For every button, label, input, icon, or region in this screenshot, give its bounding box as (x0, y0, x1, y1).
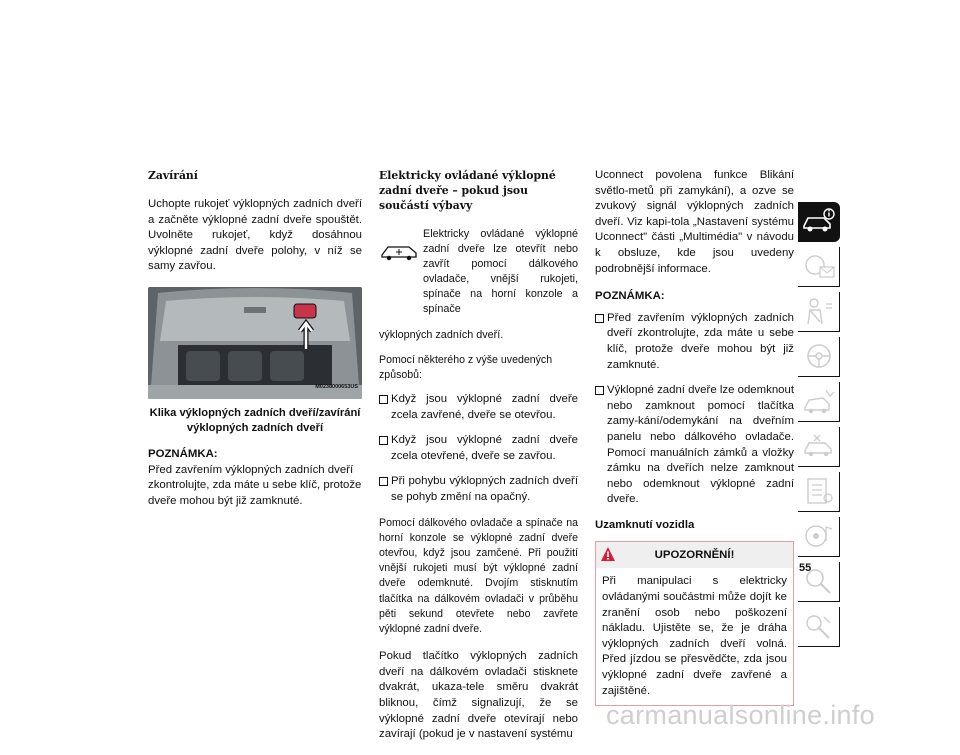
note-title: POZNÁMKA: (148, 448, 218, 461)
list-item: Když jsou výklopné zadní dveře zcela otevřené, dveře se zavřou. (379, 433, 578, 464)
dashboard-message-icon (802, 251, 836, 281)
steering-wheel-icon (802, 341, 836, 371)
closing-paragraph: Uchopte rukojeť výklopných zadních dveří a začněte výklopné zadní dveře spouštět. Uvolněte rukojeť, když dosáhnou výklopné zadní dveře polohy, v níž se samy zavřou. (148, 198, 362, 273)
subheading-vehicle-locking: Uzamknutí vozidla (595, 518, 695, 531)
list-item: Před zavřením výklopných zadních dveří zkontrolujte, zda máte u sebe klíč, protože dveře mohou být již zamknuté. (595, 311, 794, 373)
section-heading-closing: Zavírání (148, 169, 198, 182)
list-item: Když jsou výklopné zadní dveře zcela zavřené, dveře se otevřou. (379, 392, 578, 423)
watermark: carmanualsonline.info (606, 700, 875, 730)
seatbelt-safety-icon (802, 296, 836, 326)
methods-lead: Pomocí některého z výše uvedených způsobů: (379, 353, 553, 382)
multimedia-icon (802, 521, 836, 551)
chapter-tabs (798, 202, 842, 652)
note-text: Před zavřením výklopných zadních dveří zkontrolujte, zda máte u sebe klíč, protože dveře mohou být již zamknuté. (148, 463, 362, 507)
car-info-icon (802, 206, 836, 236)
tools-icon (802, 611, 836, 641)
list-item: Při pohybu výklopných zadních dveří se pohyb změní na opačný. (379, 474, 578, 505)
tab-service[interactable] (798, 427, 840, 467)
tab-multimedia[interactable] (798, 517, 840, 557)
index-list-icon (802, 476, 836, 506)
warning-triangle-icon (600, 546, 616, 562)
warning-title: UPOZORNĚNÍ! (654, 549, 735, 562)
image-code: M0238000653US (315, 384, 358, 391)
tab-driving[interactable] (798, 337, 840, 377)
tab-dashboard[interactable] (798, 247, 840, 287)
crash-car-icon (802, 386, 836, 416)
tab-specifications[interactable] (798, 472, 840, 512)
uconnect-paragraph: Uconnect povolena funkce Blikání světlo-metů při zamykání), a ozve se zvukový signál výklopných zadních dveří. Viz kapi-tola „Nastavení systému Uconnect" části „Multimédia" v návodu k obsluze, kde jsou uvedeny podrobnější informace. (595, 169, 794, 275)
tab-safety[interactable] (798, 292, 840, 332)
right-column (595, 168, 794, 706)
tab-emergency[interactable] (798, 382, 840, 422)
section-heading-power-liftgate: Elektricky ovládané výklopné zadní dveře – pokud jsou součástí výbavy (379, 169, 556, 212)
remote-paragraph: Pomocí dálkového ovladače a spínače na horní konzole se výklopné zadní dveře otevřou, když jsou zamčené. Při použití vnější rukojeti musí být výklopné zadní dveře odemknuté. Dvojím stisknutím tlačítka na dálkovém ovladači v průběhu pěti sekund otevřete nebo zavřete výklopné zadní dveře. (379, 516, 578, 635)
power-liftgate-intro (379, 227, 578, 317)
warning-header (596, 542, 793, 568)
middle-column (379, 168, 578, 755)
power-liftgate-text-cont: výklopných zadních dveří. (379, 328, 504, 341)
warning-text: Při manipulaci s elektricky ovládanými součástmi může dojít ke zranění osob nebo poškození nákladu. Ujistěte se, že je dráha výklopných zadních dveří volná. Před jízdou se přesvědčte, zda jsou výklopné zadní dveře zavřené a zajištěné. (602, 575, 787, 697)
image-caption: Klika výklopných zadních dveří/zavírání výklopných zadních dveří (149, 406, 361, 434)
service-car-icon (802, 431, 836, 461)
liftgate-key-fob-icon (379, 239, 419, 263)
turn-signal-paragraph: Pokud tlačítko výklopných zadních dveří na dálkovém ovladači stisknete dvakrát, ukaza-tele směru dvakrát bliknou, čímž signalizují, že se výklopné zadní dveře otevírají nebo zavírají (pokud je v nastavení systému (379, 650, 578, 741)
page-number: 55 (799, 562, 812, 574)
liftgate-handle-image (148, 287, 362, 399)
list-item: Výklopné zadní dveře lze odemknout nebo zamknout pomocí tlačítka zamy-kání/odemykání na dveřním panelu nebo dálkového ovladače. Pomocí manuálních zámků a vložky zámku na dveřích nelze zamknout nebo odemknout výklopné zadní dveře. (595, 383, 794, 508)
warning-box (595, 541, 794, 706)
note-title: POZNÁMKA: (595, 290, 665, 303)
tab-tools[interactable] (798, 607, 840, 647)
tab-car-info[interactable] (798, 202, 840, 242)
power-liftgate-text: Elektricky ovládané výklopné zadní dveře lze otevřít nebo zavřít pomocí dálkového ovladače, vnější rukojeti, spínače na horní konzole a spínače (423, 228, 578, 315)
left-column (148, 168, 362, 522)
